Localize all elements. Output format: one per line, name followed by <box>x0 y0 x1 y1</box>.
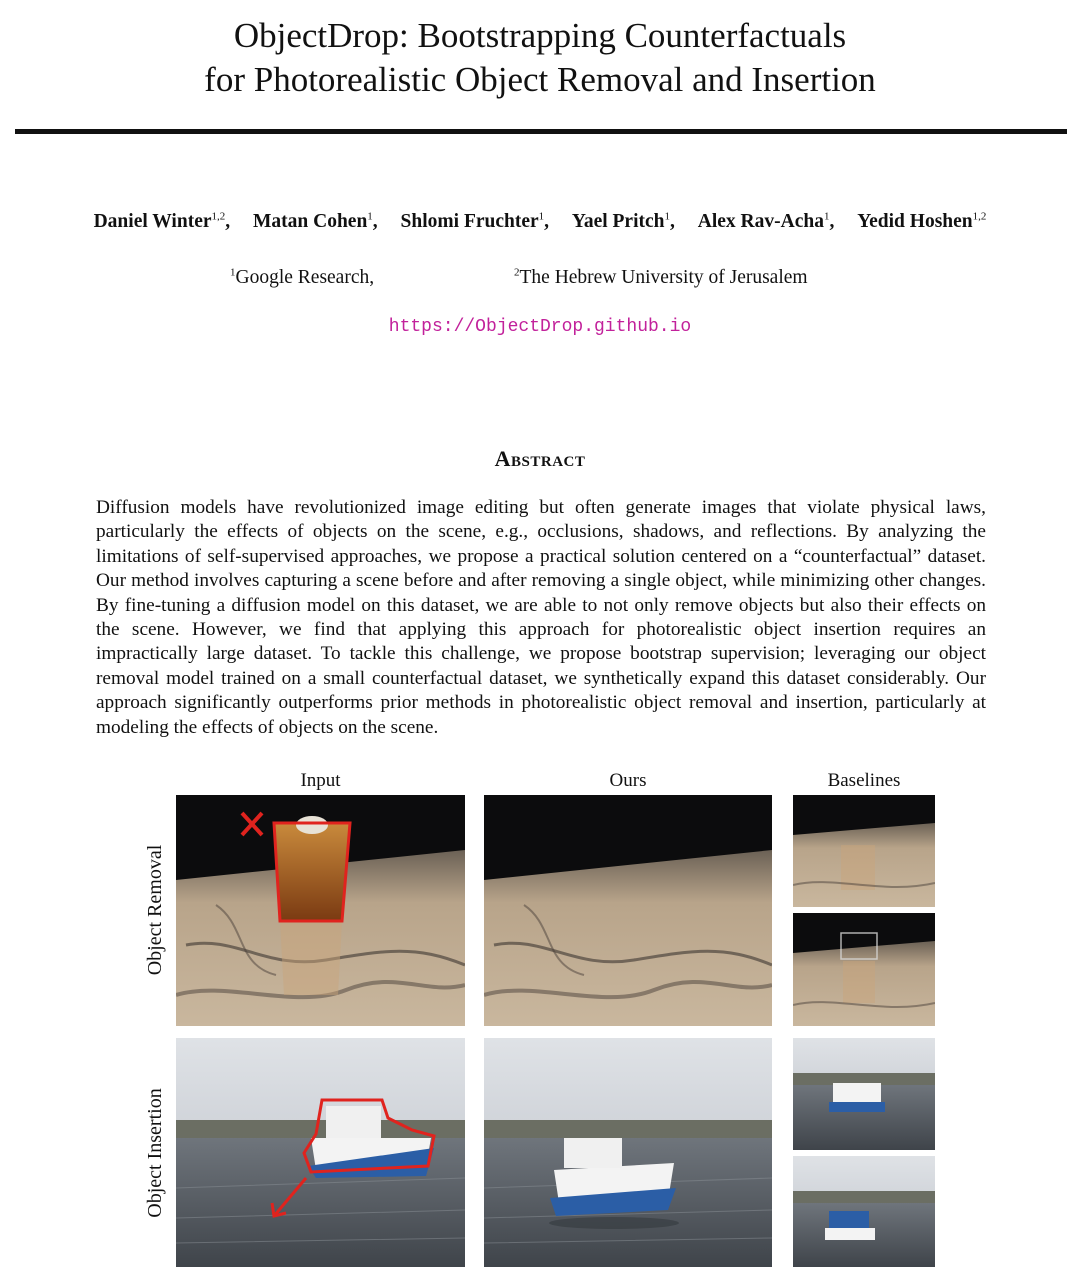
paper-title <box>0 14 1080 102</box>
author: Yedid Hoshen$^{1,2}$ <box>857 210 987 232</box>
row-label-object-insertion: Object Insertion <box>144 1088 166 1218</box>
author-list <box>0 211 1080 233</box>
project-url-link[interactable]: https://ObjectDrop.github.io <box>388 317 692 337</box>
author: Yael Pritch$^1$, <box>571 210 675 232</box>
title-line-2: for Photorealistic Object Removal and Insertion <box>204 60 876 99</box>
author: Alex Rav-Acha$^1$, <box>697 210 835 232</box>
input-removal-image <box>176 795 465 1026</box>
baseline-insertion-image-2 <box>793 1156 935 1267</box>
baseline-removal-image-1 <box>793 795 935 907</box>
author: Daniel Winter$^{1,2}$, <box>93 210 231 232</box>
row-label-object-removal: Object Removal <box>144 844 166 976</box>
column-header-input: Input <box>300 770 341 791</box>
column-header-baselines: Baselines <box>827 770 901 791</box>
title-rule <box>15 129 1067 134</box>
author: Matan Cohen$^1$, <box>253 210 378 232</box>
abstract-heading: Abstract <box>494 446 586 471</box>
abstract-body: Diffusion models have revolutionized image editing but often generate images that violate physical laws, particularly the effects of objects on the scene, e.g., occlusions, shadows, and reflections. By analyzing the limitations of self-supervised approaches, we propose a practical solution centered on a “counterfactual” dataset. Our method involves capturing a scene before and after removing a single object, while minimizing other changes. By fine-tuning a diffusion model on this dataset, we are able to not only remove objects but also their effects on the scene. However, we find that applying this approach for photorealistic object insertion requires an impractically large dataset. To tackle this challenge, we propose bootstrap supervision; leveraging our object removal model trained on a small counterfactual dataset, we synthetically expand this dataset considerably. Our approach significantly outperforms prior methods in photorealistic object removal and insertion, particularly at modeling the effects of objects on the scene. <box>96 497 986 738</box>
author: Shlomi Fruchter$^1$, <box>400 210 550 232</box>
baseline-removal-image-2 <box>793 913 935 1026</box>
ours-removal-image <box>484 795 772 1026</box>
ours-insertion-image <box>484 1038 772 1267</box>
title-line-1: ObjectDrop: Bootstrapping Counterfactuals <box>233 16 847 55</box>
baseline-insertion-image-1 <box>793 1038 935 1150</box>
affiliation-google: $^1$Google Research, <box>230 266 375 288</box>
affiliation-huji: $^2$The Hebrew University of Jerusalem <box>514 266 808 288</box>
input-insertion-image <box>176 1038 465 1267</box>
column-header-ours: Ours <box>609 770 647 791</box>
